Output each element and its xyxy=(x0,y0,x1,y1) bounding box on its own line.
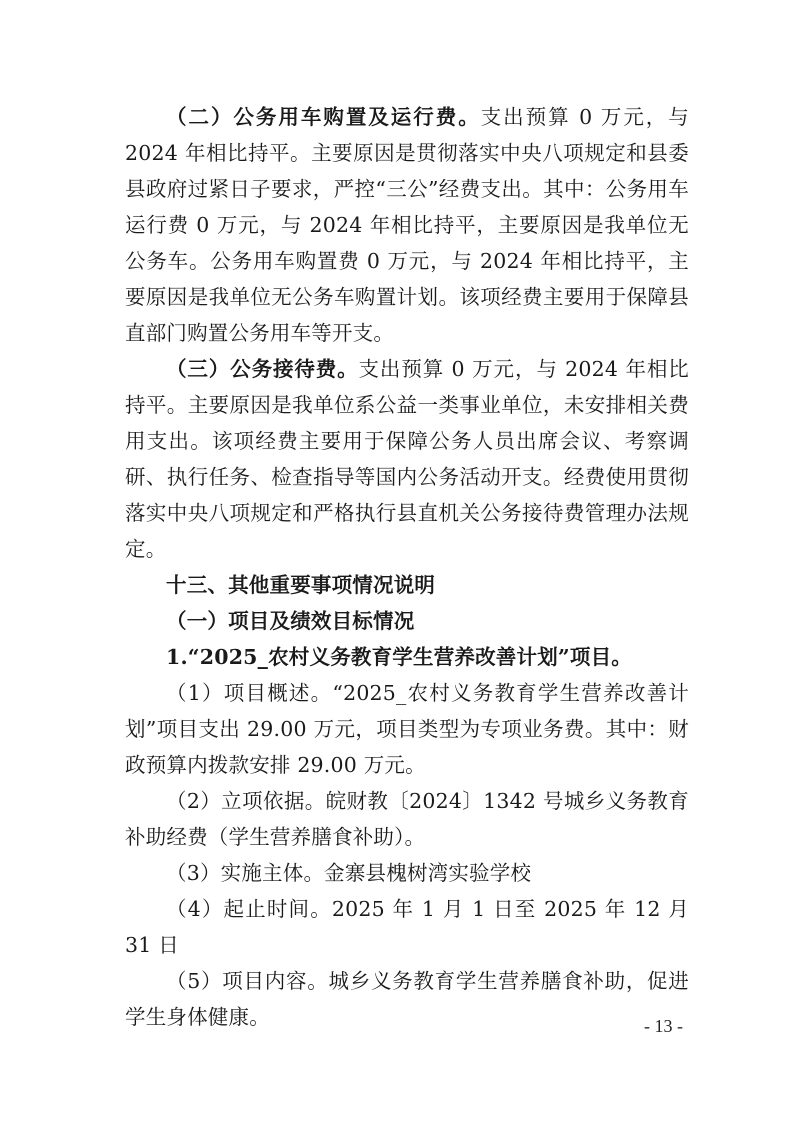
reception-costs-text: 支出预算 0 万元，与 2024 年相比持平。主要原因是我单位系公益一类事业单位，未安排相关费用支出。该项经费主要用于保障公务人员出席会议、考察调研、执行任务、检查指导等国内公务活动开支。经费使用贯彻落实中央八项规定和严格执行县直机关公务接待费管理办法规定。 xyxy=(125,357,689,561)
body-text xyxy=(125,99,689,1035)
subsection-1-heading: （一）项目及绩效目标情况 xyxy=(166,609,415,633)
item-basis: （2）立项依据。皖财教〔2024〕1342 号城乡义务教育补助经费（学生营养膳食补助）。 xyxy=(125,789,689,849)
paragraph-vehicle-costs xyxy=(125,99,689,351)
paragraph-reception-costs xyxy=(125,351,689,567)
vehicle-costs-text: 支出预算 0 万元，与 2024 年相比持平。主要原因是贯彻落实中央八项规定和县委县政府过紧日子要求，严控“三公”经费支出。其中：公务用车运行费 0 万元，与 2024 年相比持平，主要原因是我单位无公务车。公务用车购置费 0 万元，与 2024 年相比持平，主要原因是我单位无公务车购置计划。该项经费主要用于保障县直部门购置公务用车等开支。 xyxy=(125,105,689,345)
vehicle-costs-heading: （二）公务用车购置及运行费。 xyxy=(166,105,481,129)
item-period: （4）起止时间。2025 年 1 月 1 日至 2025 年 12 月 31 日 xyxy=(125,897,689,957)
item-content: （5）项目内容。城乡义务教育学生营养膳食补助，促进学生身体健康。 xyxy=(125,969,689,1029)
project-title: 1.“2025_农村义务教育学生营养改善计划”项目。 xyxy=(166,645,632,669)
reception-costs-heading: （三）公务接待费。 xyxy=(166,357,359,381)
page-number: - 13 - xyxy=(644,1016,683,1036)
section-13-heading: 十三、其他重要事项情况说明 xyxy=(166,573,436,597)
item-overview: （1）项目概述。“2025_农村义务教育学生营养改善计划”项目支出 29.00 万元，项目类型为专项业务费。其中：财政预算内拨款安排 29.00 万元。 xyxy=(125,681,689,777)
item-implementer: （3）实施主体。金寨县槐树湾实验学校 xyxy=(166,861,532,885)
